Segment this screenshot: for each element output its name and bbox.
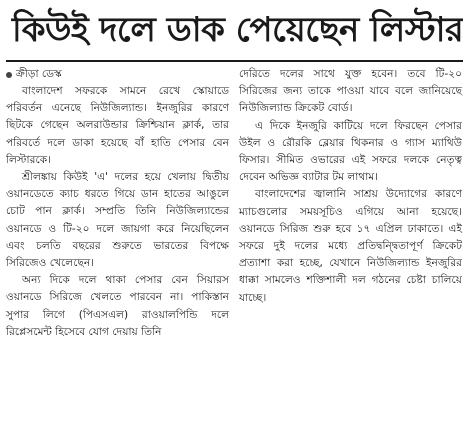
dateline: [6, 66, 229, 83]
paragraph-continued: দেরিতে দলের সাথে যুক্ত হবেন। তবে টি-২০ সিরিজের জন্য তাকে পাওয়া যাবে বলে জানিয়েছে নিউজিল্যান্ড ক্রিকেট বোর্ড।: [239, 68, 462, 115]
headline: কিউই দলে ডাক পেয়েছেন লিস্টার: [12, 10, 463, 50]
paragraph: এ দিকে ইনজুরি কাটিয়ে দলে ফিরছেন পেসার উইল ও রৌরকি ব্লেয়ার থিকনার ও গ্যাস ম্যাথিউ ফিসার। সীমিত ওভারের এই সফরে দলকে নেতৃত্ব দেবেন অভিজ্ঞ ব্যাটার টম লাথাম।: [239, 119, 462, 184]
right-column: [239, 66, 462, 341]
dateline-bullet-icon: [6, 72, 12, 78]
paragraph: অন্য দিকে দলে থাকা পেসার বেন সিয়ারস ওয়ানডে সিরিজে খেলতে পারবেন না। পাকিস্তান সুপার লিগে (পিএসএল) রাওয়ালপিন্ডি দলে রিপ্লেসমেন্ট হিসেবে যোগ দেয়ায় তিনি: [6, 274, 229, 338]
headline-divider: [6, 60, 463, 62]
article-body: [6, 66, 463, 341]
dateline-text: ক্রীড়া ডেস্ক: [16, 67, 62, 80]
paragraph: বাংলাদেশ সফরকে সামনে রেখে স্কোয়াডে পরিবর্তন এনেছে নিউজিল্যান্ড। ইনজুরির কারণে ছিটকে গেছেন অলরাউন্ডার ক্রিশ্চিয়ান ক্লার্ক, তার পরিবর্তে দলে ডাকা হয়েছে বাঁ হাতি পেসার বেন লিস্টারকে।: [6, 85, 229, 166]
paragraph: বাংলাদেশের জ্বালানি সাশ্রয় উদ্যোগের কারণে ম্যাচগুলোর সময়সূচিও এগিয়ে আনা হয়েছে। ওয়ানডে সিরিজ শুরু হবে ১৭ এপ্রিল ঢাকাতে। এই সফরে দুই দলের মধ্যে প্রতিদ্বন্দ্বিতাপূর্ণ ক্রিকেট প্রত্যাশা করা হচ্ছে, যেখানে নিউজিল্যান্ড ইনজুরির ধাক্কা সামলেও শক্তিশালী দল গঠনের চেষ্টা চালিয়ে যাচ্ছে।: [239, 188, 462, 304]
left-column: [6, 66, 229, 341]
paragraph: শ্রীলঙ্কায় কিউই 'এ' দলের হয়ে খেলায় দ্বিতীয় ওয়ানডেতে ক্যাচ ধরতে গিয়ে ডান হাতের আঙুলে চোট পান ক্লার্ক। সম্প্রতি তিনি নিউজিল্যান্ডের ওয়ানডে ও টি-২০ দলে জায়গা করে নিয়েছিলেন এবং চলতি বছরের শুরুতে ভারতের বিপক্ষে সিরিজেও খেলেছেন।: [6, 171, 229, 270]
